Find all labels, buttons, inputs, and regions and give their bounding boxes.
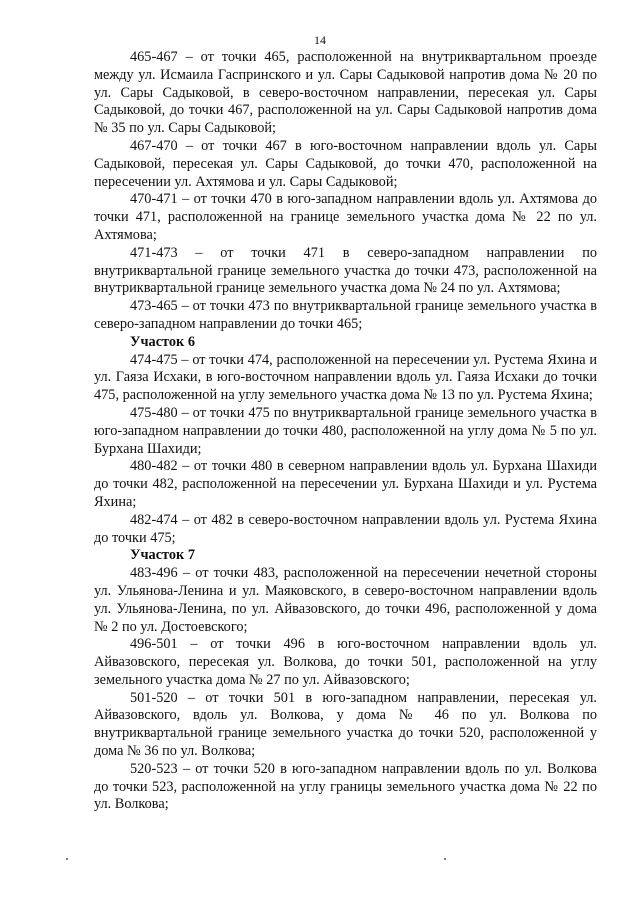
section-heading-plot-6: Участок 6 bbox=[130, 333, 195, 350]
paragraph-465-467: 465-467 – от точки 465, расположенной на внутриквартальном проезде между ул. Исмаила Гаспринского и ул. Сары Садыковой напротив дома № 20 по ул. Сары Садыковой, в северо-восточном направлении, пересекая ул. Сары Садыковой, до точки 467, расположенной на ул. Сары Садыковой напротив дома № 35 по ул. Сары Садыковой; bbox=[94, 49, 597, 137]
paragraph-501-520: 501-520 – от точки 501 в юго-западном направлении, пересекая ул. Айвазовского, вдоль ул. Волкова, у дома № 46 по ул. Волкова по внутриквартальной границе земельного участка до точки 520, расположенной у дома № 36 по ул. Волкова; bbox=[94, 689, 597, 760]
paragraph-482-474: 482-474 – от 482 в северо-восточном направлении вдоль ул. Рустема Яхина до точки 475; bbox=[94, 511, 597, 546]
paragraph-474-475: 474-475 – от точки 474, расположенной на пересечении ул. Рустема Яхина и ул. Гаяза Исхаки, в юго-восточном направлении вдоль ул. Гаяза Исхаки до точки 475, расположенной на углу земельного участка дома № 13 по ул. Рустема Яхина; bbox=[94, 351, 597, 404]
paragraph-467-470: 467-470 – от точки 467 в юго-восточном направлении вдоль ул. Сары Садыковой, пересекая ул. Сары Садыковой, до точки 470, расположенной на пересечении ул. Ахтямова и ул. Сары Садыковой; bbox=[94, 137, 597, 190]
scan-speck bbox=[444, 858, 446, 860]
paragraph-470-471: 470-471 – от точки 470 в юго-западном направлении вдоль ул. Ахтямова до точки 471, расположенной на границе земельного участка дома № 22 по ул. Ахтямова; bbox=[94, 191, 597, 243]
paragraph-475-480: 475-480 – от точки 475 по внутриквартальной границе земельного участка в юго-западном направлении до точки 480, расположенной на углу дома № 5 по ул. Бурхана Шахиди; bbox=[94, 404, 597, 457]
paragraph-473-465: 473-465 – от точки 473 по внутриквартальной границе земельного участка в северо-западном направлении до точки 465; bbox=[94, 298, 597, 332]
document-body bbox=[94, 49, 597, 814]
paragraph-483-496: 483-496 – от точки 483, расположенной на пересечении нечетной стороны ул. Ульянова-Ленина и ул. Маяковского, в северо-восточном направлении вдоль ул. Ульянова-Ленина, по ул. Айвазовского, до точки 496, расположенной у дома № 2 по ул. Достоевского; bbox=[94, 565, 597, 635]
paragraph-471-473: 471-473 – от точки 471 в северо-западном направлении по внутриквартальной границе земельного участка до точки 473, расположенной на внутриквартальной границе земельного участка дома № 24 по ул. Ахтямова; bbox=[94, 244, 597, 297]
paragraph-496-501: 496-501 – от точки 496 в юго-восточном направлении вдоль ул. Айвазовского, пересекая ул. Волкова, до точки 501, расположенной на углу земельного участка дома № 27 по ул. Айвазовского; bbox=[94, 636, 597, 688]
paragraph-520-523: 520-523 – от точки 520 в юго-западном направлении вдоль по ул. Волкова до точки 523, расположенной на углу границы земельного участка дома № 22 по ул. Волкова; bbox=[94, 760, 597, 813]
page-number: 14 bbox=[314, 33, 326, 47]
section-heading-plot-7: Участок 7 bbox=[130, 547, 195, 564]
paragraph-480-482: 480-482 – от точки 480 в северном направлении вдоль ул. Бурхана Шахиди до точки 482, расположенной на пересечении ул. Бурхана Шахиди и ул. Рустема Яхина; bbox=[94, 458, 597, 510]
scan-speck bbox=[66, 858, 68, 860]
